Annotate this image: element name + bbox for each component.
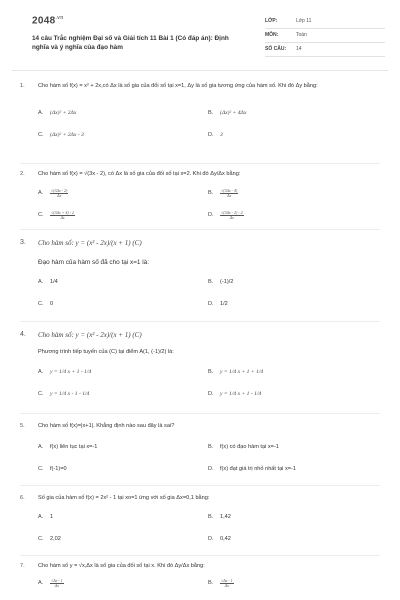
question-text: Cho hàm số y = √x,Δx là số gia của đối số tại x. Khi đó Δy/Δx bằng: xyxy=(38,563,205,569)
answer-option-c[interactable] xyxy=(38,528,208,550)
answer-options xyxy=(38,572,380,594)
option-text: (Δx)² + 2Δx xyxy=(50,110,77,116)
option-letter: A. xyxy=(38,279,44,285)
question-text: Cho hàm số: y = (x² - 2x)/(x + 1) (C) xyxy=(38,239,142,247)
question-number: 5. xyxy=(20,423,25,429)
option-text: y = 1/4 x + 1 - 1/4 xyxy=(50,369,92,375)
option-letter: B. xyxy=(208,369,214,375)
question-text: Cho hàm số f(x) = √(3x - 2), có Δx là số gia của đối số tại x=2. Khi đó Δy/Δx bằng: xyxy=(38,171,241,177)
option-letter: C. xyxy=(38,391,44,397)
option-fraction xyxy=(50,211,75,220)
option-text: f(x) có đạo hàm tại x=-1 xyxy=(220,444,279,450)
fraction-numerator: √Δx - 1 xyxy=(221,577,233,583)
answer-options xyxy=(38,361,380,405)
option-letter: D. xyxy=(208,301,214,307)
meta-row-subject xyxy=(265,29,385,43)
answer-option-b[interactable] xyxy=(208,102,378,124)
option-letter: A. xyxy=(38,444,44,450)
answer-options xyxy=(38,506,380,550)
option-letter: D. xyxy=(208,466,214,472)
option-fraction xyxy=(220,211,244,220)
option-text: 0,42 xyxy=(220,536,231,542)
answer-option-b[interactable] xyxy=(208,572,378,594)
meta-row-count xyxy=(265,43,385,57)
question-number: 2. xyxy=(20,171,25,177)
option-letter: C. xyxy=(38,132,44,138)
meta-value: Toán xyxy=(296,32,307,38)
option-fraction xyxy=(220,189,238,198)
question-text-row xyxy=(20,238,380,248)
option-text: 3 xyxy=(220,132,223,138)
answer-option-c[interactable] xyxy=(38,124,208,146)
question-1 xyxy=(20,78,380,164)
option-letter: C. xyxy=(38,212,44,218)
fraction-numerator: √(3Δx - 2) - 2 xyxy=(221,209,243,215)
question-text-row xyxy=(20,422,380,430)
answer-option-a[interactable] xyxy=(38,271,208,293)
option-letter: C. xyxy=(38,301,44,307)
option-letter: B. xyxy=(208,110,214,116)
answer-options xyxy=(38,102,380,146)
question-text-row xyxy=(20,82,380,90)
answer-option-c[interactable] xyxy=(38,458,208,480)
option-fraction xyxy=(220,579,234,588)
question-number: 6. xyxy=(20,495,25,501)
question-text: Cho hàm số f(x)=|x+1|. Khẳng định nào sau đây là sai? xyxy=(38,423,175,429)
question-2 xyxy=(20,164,380,230)
option-text: 1/2 xyxy=(220,301,228,307)
document-meta xyxy=(265,15,385,57)
option-text: 2,02 xyxy=(50,536,61,542)
answer-option-a[interactable] xyxy=(38,182,208,204)
option-text: 1/4 xyxy=(50,279,58,285)
option-letter: A. xyxy=(38,369,44,375)
option-text: (Δx)² + 4Δx xyxy=(220,110,247,116)
question-number: 7. xyxy=(20,563,25,569)
header-divider xyxy=(12,70,388,71)
option-letter: B. xyxy=(208,279,214,285)
answer-option-b[interactable] xyxy=(208,506,378,528)
option-text: (Δx)² + 2Δx - 3 xyxy=(50,132,84,138)
answer-option-b[interactable] xyxy=(208,271,378,293)
question-text: Cho hàm số f(x) = x² + 2x,có Δx là số gia của đối số tại x=1, Δy là số gia tương ứng của hàm số. Khi đó Δy bằng: xyxy=(38,83,318,89)
answer-option-d[interactable] xyxy=(208,124,378,146)
answer-option-a[interactable] xyxy=(38,102,208,124)
answer-option-c[interactable] xyxy=(38,383,208,405)
option-letter: D. xyxy=(208,391,214,397)
question-7 xyxy=(20,556,380,586)
answer-option-d[interactable] xyxy=(208,204,378,226)
meta-value: Lớp 11 xyxy=(296,18,312,24)
option-letter: A. xyxy=(38,110,44,116)
answer-option-b[interactable] xyxy=(208,361,378,383)
option-letter: B. xyxy=(208,580,214,586)
question-4 xyxy=(20,322,380,414)
question-text: Số gia của hàm số f(x) = 2x² - 1 tại xo=1 ứng với số gia Δx=0,1 bằng: xyxy=(38,495,210,501)
document-title: 14 câu Trắc nghiệm Đại số và Giải tích 11 Bài 1 (Có đáp án): Định nghĩa và ý nghĩa của đạo hàm xyxy=(32,35,229,51)
fraction-denominator: Δx xyxy=(229,214,234,220)
option-text: f(-1)=0 xyxy=(50,466,67,472)
answer-option-a[interactable] xyxy=(38,572,208,594)
option-letter: A. xyxy=(38,190,44,196)
option-letter: B. xyxy=(208,514,214,520)
option-letter: A. xyxy=(38,580,44,586)
meta-label: SỐ CÂU: xyxy=(265,46,287,52)
fraction-denominator: Δx xyxy=(60,214,65,220)
option-letter: C. xyxy=(38,466,44,472)
fraction-numerator: √Δx - 1 xyxy=(51,577,63,583)
answer-option-d[interactable] xyxy=(208,383,378,405)
question-text-row xyxy=(20,330,380,340)
answer-option-b[interactable] xyxy=(208,436,378,458)
option-letter: C. xyxy=(38,536,44,542)
question-text: Cho hàm số: y = (x² - 2x)/(x + 1) (C) xyxy=(38,331,142,339)
option-letter: D. xyxy=(208,212,214,218)
answer-options xyxy=(38,182,380,226)
option-letter: B. xyxy=(208,444,214,450)
question-5 xyxy=(20,414,380,486)
option-text: f(x) đạt giá trị nhỏ nhất tại x=-1 xyxy=(220,466,297,472)
option-text: y = 1/4 x - 1 - 1/4 xyxy=(50,391,90,397)
answer-option-d[interactable] xyxy=(208,458,378,480)
meta-row-class xyxy=(265,15,385,29)
option-text: y = 1/4 x + 1 + 1/4 xyxy=(220,369,264,375)
logo-text: 2048 xyxy=(32,15,56,27)
fraction-denominator: Δx xyxy=(54,582,59,588)
option-letter: B. xyxy=(208,190,214,196)
option-letter: D. xyxy=(208,132,214,138)
answer-options xyxy=(38,271,380,315)
meta-label: LỚP: xyxy=(265,18,278,24)
question-text-row xyxy=(20,170,380,178)
answer-option-c[interactable] xyxy=(38,204,208,226)
question-6 xyxy=(20,486,380,556)
fraction-numerator: √(3Δx + 4) - 2 xyxy=(51,209,75,215)
question-subtext: Phương trình tiếp tuyến của (C) tại điểm A(1, (-1)/2) là: xyxy=(38,349,174,355)
question-subtext: Đạo hàm của hàm số đã cho tại x=1 là: xyxy=(38,259,150,266)
question-list xyxy=(20,78,380,586)
option-fraction xyxy=(50,189,68,198)
question-number: 1. xyxy=(20,83,25,89)
fraction-numerator: √(3Δx - 4) xyxy=(221,187,238,193)
question-number: 3. xyxy=(20,239,26,246)
option-text: (-1)/2 xyxy=(220,279,234,285)
question-text-row xyxy=(20,494,380,502)
fraction-numerator: √(3Δx - 2) xyxy=(51,187,68,193)
answer-option-b[interactable] xyxy=(208,182,378,204)
fraction-denominator: Δx xyxy=(224,582,229,588)
fraction-denominator: Δx xyxy=(227,192,232,198)
site-logo[interactable] xyxy=(32,15,64,26)
meta-label: MÔN: xyxy=(265,32,279,38)
option-letter: D. xyxy=(208,536,214,542)
option-text: 1,42 xyxy=(220,514,231,520)
option-text: 0 xyxy=(50,301,54,307)
document-header xyxy=(12,0,388,66)
answer-options xyxy=(38,436,380,480)
answer-option-a[interactable] xyxy=(38,361,208,383)
option-fraction xyxy=(50,579,64,588)
answer-option-a[interactable] xyxy=(38,436,208,458)
option-text: 1 xyxy=(50,514,54,520)
question-text-row xyxy=(20,562,380,570)
fraction-denominator: Δx xyxy=(57,192,62,198)
question-3 xyxy=(20,230,380,322)
answer-option-a[interactable] xyxy=(38,506,208,528)
answer-option-d[interactable] xyxy=(208,528,378,550)
logo-suffix: .vn xyxy=(55,15,64,21)
option-letter: A. xyxy=(38,514,44,520)
answer-option-d[interactable] xyxy=(208,293,378,315)
answer-option-c[interactable] xyxy=(38,293,208,315)
option-text: f(x) liên tục tại x=-1 xyxy=(50,444,98,450)
question-number: 4. xyxy=(20,331,26,338)
option-text: y = 1/4 x + 1 - 1/4 xyxy=(220,391,262,397)
meta-value: 14 xyxy=(296,46,302,52)
